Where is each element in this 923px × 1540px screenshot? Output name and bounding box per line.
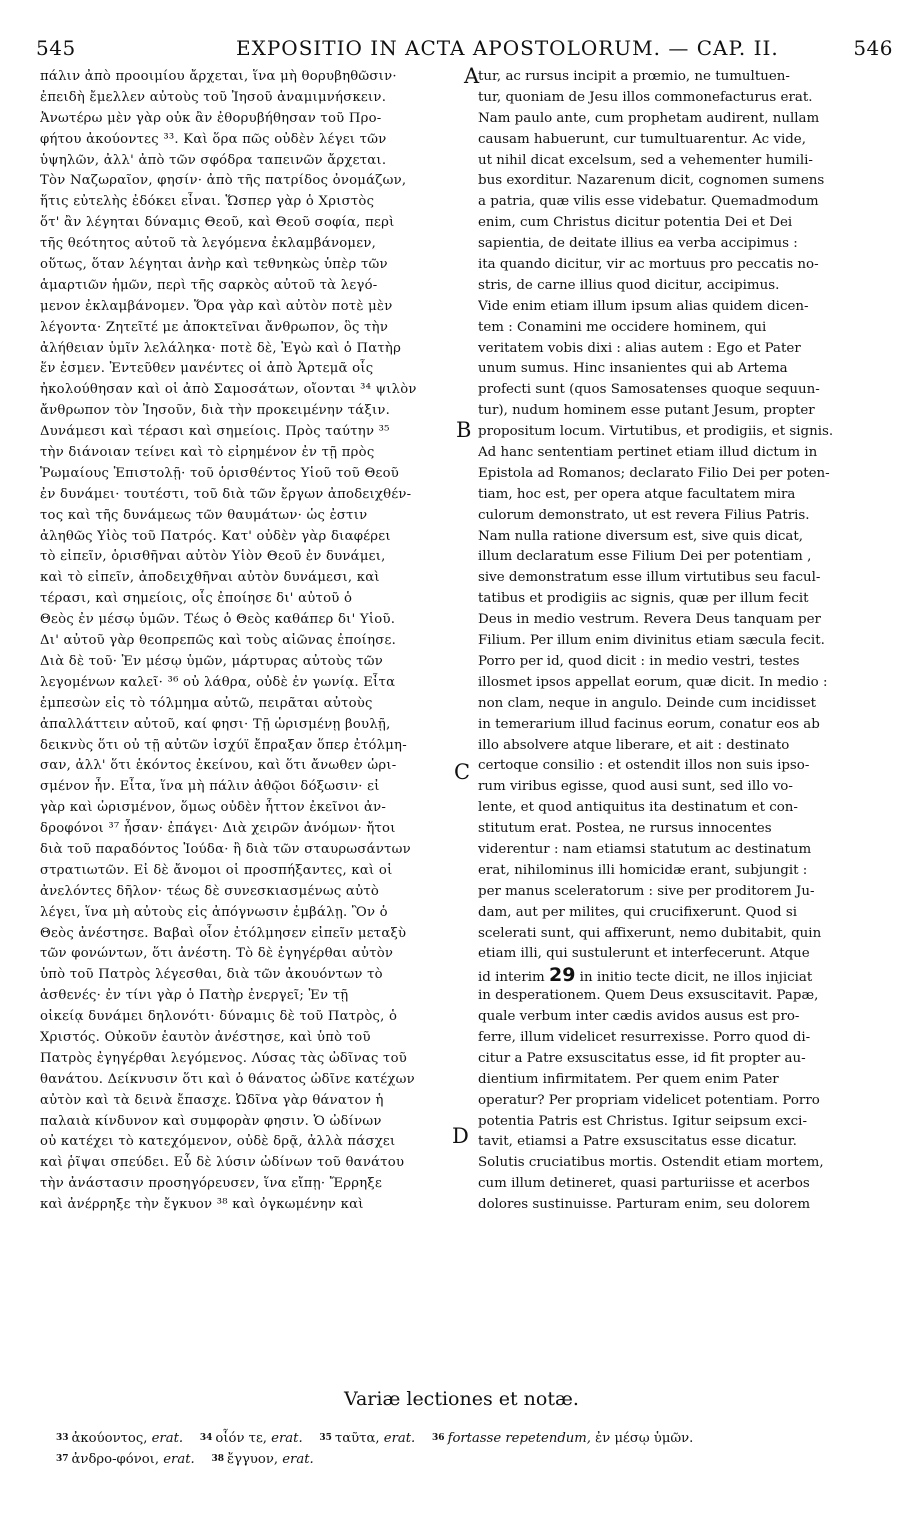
latin-text-line: Ad hanc sententiam pertinet etiam illud dictum in — [478, 445, 818, 461]
note-number: 35 — [319, 1433, 332, 1443]
latin-text-line: profecti sunt (quos Samosatenses quoque sequun- — [478, 382, 820, 398]
greek-text-line: Θεὸς ἐν μέσῳ ὑμῶν. Τέως ὁ Θεὸς καθάπερ δι' Υἱοῦ. — [40, 612, 396, 628]
greek-text-line: ἠκολούθησαν καὶ οἱ ἀπὸ Σαμοσάτων, οἴονται ³⁴ ψιλὸν — [40, 382, 417, 398]
latin-text-line — [478, 965, 890, 986]
greek-text-line: ἐν δυνάμει· τουτέστι, τοῦ διὰ τῶν ἔργων ἀποδειχθέν- — [40, 486, 412, 502]
latin-text-line: Porro per id, quod dicit : in medio vestri, testes — [478, 653, 800, 669]
greek-text-line: ἐπειδὴ ἔμελλεν αὐτοὺς τοῦ Ἰησοῦ ἀναμιμνήσκειν. — [40, 89, 387, 105]
greek-text-line: ἄνθρωπον τὸν Ἰησοῦν, διὰ τὴν προκειμένην τάξιν. — [40, 403, 391, 419]
greek-text-line: ἀλήθειαν ὑμῖν λελάληκα· ποτὲ δὲ, Ἐγὼ καὶ ὁ Πατὴρ — [40, 340, 402, 356]
note-greek: ἔγγυον, — [227, 1452, 279, 1467]
latin-text-line: dolores sustinuisse. Parturam enim, seu dolorem — [478, 1197, 811, 1213]
page-number-right: 546 — [853, 36, 893, 60]
latin-text-line: Solutis cruciatibus mortis. Ostendit etiam mortem, — [478, 1155, 824, 1171]
latin-text-line: unum sumus. Hinc insanientes qui ab Artema — [478, 361, 788, 377]
latin-text-line: potentia Patris est Christus. Igitur seipsum exci- — [478, 1113, 807, 1129]
latin-text-line: tur, ac rursus incipit a prœmio, ne tumultuen- — [478, 69, 790, 84]
note-greek: ἀκούοντος, — [71, 1431, 148, 1446]
note-number: 37 — [56, 1454, 69, 1464]
greek-text-line: οὐ κατέχει τὸ κατεχόμενον, οὐδὲ δρᾷ, ἀλλὰ πάσχει — [40, 1134, 396, 1150]
latin-text-line: culorum demonstrato, ut est revera Filius Patris. — [478, 507, 810, 523]
greek-text-line: Διὰ δὲ τοῦ· Ἐν μέσῳ ὑμῶν, μάρτυρας αὐτοὺς τῶν — [40, 653, 384, 669]
greek-text-line: παλαιὰ κίνδυνον καὶ συμφορὰν φησιν. Ὁ ὠδίνων — [40, 1113, 382, 1129]
latin-text-line: viderentur : nam etiamsi statutum ac destinatum — [478, 841, 812, 857]
note-greek: ἀνδρο-φόνοι, — [71, 1452, 160, 1467]
greek-text-line: ἕν ἐσμεν. Ἐντεῦθεν μανέντες οἱ ἀπὸ Ἀρτεμᾶ οἷς — [40, 361, 374, 377]
greek-text-line: ὑπὸ τοῦ Πατρὸς λέγεσθαι, διὰ τῶν ἀκουόντων τὸ — [40, 967, 383, 983]
greek-text-line: αὐτὸν καὶ τὰ δεινὰ ἔπασχε. Ὠδῖνα γὰρ θάνατον ἡ — [40, 1092, 384, 1108]
note-latin: erat. — [163, 1452, 195, 1467]
greek-text-line: λέγοντα· Ζητεῖτέ με ἀποκτεῖναι ἄνθρωπον, ὃς τὴν — [40, 319, 389, 335]
latin-text-line: non clam, neque in angulo. Deinde cum incidisset — [478, 695, 817, 711]
greek-text-line: λέγει, ἵνα μὴ αὐτοὺς εἰς ἀπόγνωσιν ἐμβάλῃ. Ὃν ὁ — [40, 904, 388, 920]
latin-column — [478, 67, 890, 1216]
latin-text-line: tatibus et prodigiis ac signis, quæ per illum fecit — [478, 591, 809, 607]
page-number-left: 545 — [36, 36, 76, 60]
latin-text-line: ferre, illum videlicet resurrexisse. Porro quod di- — [478, 1029, 811, 1045]
greek-text-line: στρατιωτῶν. Εἰ δὲ ἄνομοι οἱ προσπήξαντες, καὶ οἱ — [40, 862, 393, 878]
greek-text-line: ἀνελόντες δῆλον· τέως δὲ συνεσκιασμένως αὐτὸ — [40, 883, 380, 899]
greek-text-line: θανάτου. Δείκνυσιν ὅτι καὶ ὁ θάνατος ὠδῖνε κατέχων — [40, 1071, 415, 1087]
note-greek: ἐν μέσῳ ὑμῶν. — [595, 1431, 694, 1446]
latin-text-line: Vide enim etiam illum ipsum alias quidem dicen- — [478, 298, 809, 314]
latin-text-line: operatur? Per propriam videlicet potentiam. Porro — [478, 1092, 820, 1108]
greek-text-line: διὰ τοῦ παραδόντος Ἰούδα· ἢ διὰ τῶν σταυρωσάντων — [40, 841, 411, 857]
latin-text-line: in desperationem. Quem Deus exsuscitavit. Papæ, — [478, 988, 819, 1004]
greek-text-line: τὴν ἀνάστασιν προσηγόρευσεν, ἵνα εἴπῃ· Ἔρρηξε — [40, 1176, 383, 1192]
greek-text-line: Ῥωμαίους Ἐπιστολῇ· τοῦ ὁρισθέντος Υἱοῦ τοῦ Θεοῦ — [40, 465, 400, 481]
note-latin: erat. — [383, 1431, 416, 1446]
line-text: id interim — [478, 970, 549, 986]
latin-text-line: lente, et quod antiquitus ita destinatum et con- — [478, 800, 798, 816]
greek-text-line: τῆς θεότητος αὐτοῦ τὰ λεγόμενα ἐκλαμβάνομεν, — [40, 236, 377, 252]
latin-text-line: Filium. Per illum enim divinitus etiam sæcula fecit. — [478, 633, 825, 649]
note-number: 33 — [56, 1433, 69, 1443]
greek-text-line: δροφόνοι ³⁷ ἦσαν· ἐπάγει· Διὰ χειρῶν ἀνόμων· ἤτοι — [40, 821, 396, 837]
latin-text-line: scelerati sunt, qui affixerunt, nemo dubitabit, quin — [478, 925, 822, 941]
latin-text-line: ita quando dicitur, vir ac mortuus pro peccatis no- — [478, 257, 819, 273]
note-greek: οἷόν τε, — [215, 1431, 267, 1446]
note-number: 36 — [432, 1433, 445, 1443]
greek-text-line: Τὸν Ναζωραῖον, φησίν· ἀπὸ τῆς πατρίδος ὀνομάζων, — [40, 173, 407, 189]
greek-text-line: οἰκείᾳ δυνάμει δηλονότι· δύναμις δὲ τοῦ Πατρὸς, ὁ — [40, 1009, 398, 1025]
greek-text-line: γὰρ καὶ ὡρισμένον, ὅμως οὐδὲν ἧττον ἐκεῖνοι ἀν- — [40, 800, 387, 816]
greek-text-line: ἁμαρτιῶν ἡμῶν, περὶ τῆς σαρκὸς αὐτοῦ τὰ λεγό- — [40, 277, 378, 293]
greek-text-line: λεγομένων καλεῖ· ³⁶ οὐ λάθρα, οὐδὲ ἐν γωνίᾳ. Εἶτα — [40, 674, 396, 690]
greek-text-line: τὴν διάνοιαν τείνει καὶ τὸ εἰρημένον ἐν τῇ πρὸς — [40, 445, 375, 461]
note-greek: ταῦτα, — [334, 1431, 380, 1446]
latin-text-line: dam, aut per milites, qui crucifixerunt. Quod si — [478, 904, 798, 920]
greek-text-line: ἀπαλλάττειν αὐτοῦ, καί φησι· Τῇ ὡρισμένῃ βουλῇ, — [40, 716, 391, 732]
greek-text-line: καὶ ῥῖψαι σπεύδει. Εὖ δὲ λύσιν ὠδίνων τοῦ θανάτου — [40, 1155, 405, 1171]
latin-text-line: per manus sceleratorum : sive per proditorem Ju- — [478, 883, 815, 899]
latin-text-line: rum viribus egisse, quod ausi sunt, sed illo vo- — [478, 779, 793, 795]
greek-text-line: τῶν φονώντων, ὅτι ἀνέστη. Τὸ δὲ ἐγηγέρθαι αὐτὸν — [40, 946, 394, 962]
latin-text-line: etiam illi, qui sustulerunt et interfecerunt. Atque — [478, 946, 810, 962]
notes-line-2 — [56, 1449, 896, 1470]
greek-text-line: Πατρὸς ἐγηγέρθαι λεγόμενος. Λύσας τὰς ὠδῖνας τοῦ — [40, 1050, 408, 1066]
greek-text-line: καὶ ἀνέρρηξε τὴν ἔγκυον ³⁸ καὶ ὀγκωμένην καὶ — [40, 1197, 364, 1213]
greek-text-line: Θεὸς ἀνέστησε. Βαβαὶ οἷον ἐτόλμησεν εἰπεῖν μεταξὺ — [40, 925, 407, 941]
margin-letter-b: B — [456, 418, 472, 442]
greek-text-line: Χριστός. Οὐκοῦν ἑαυτὸν ἀνέστησε, καὶ ὑπὸ τοῦ — [40, 1029, 371, 1045]
greek-text-line: Ἀνωτέρω μὲν γὰρ οὐκ ἂν ἐθορυβήθησαν τοῦ Προ- — [40, 110, 382, 126]
greek-text-line: ἐμπεσὼν εἰς τὸ τόλμημα αὐτῶ, πειρᾶται αὐτοὺς — [40, 695, 373, 711]
latin-text-line: tavit, etiamsi a Patre exsuscitatus esse dicatur. — [478, 1134, 797, 1150]
latin-text-line: illosmet ipsos appellat eorum, quæ dicit. In medio : — [478, 674, 828, 690]
greek-text-line: ἥτις εὐτελὴς ἐδόκει εἶναι. Ὥσπερ γὰρ ὁ Χριστὸς — [40, 194, 375, 210]
column-number: 29 — [548, 965, 576, 987]
running-title: EXPOSITIO IN ACTA APOSTOLORUM. — CAP. II. — [236, 36, 779, 60]
latin-text-line: stitutum erat. Postea, ne rursus innocentes — [478, 821, 772, 837]
latin-text-line: veritatem vobis dixi : alias autem : Ego et Pater — [478, 340, 801, 356]
latin-text-line: illum declaratum esse Filium Dei per potentiam , — [478, 549, 812, 565]
greek-text-line: ἀληθῶς Υἱὸς τοῦ Πατρός. Κατ' οὐδὲν γὰρ διαφέρει — [40, 528, 391, 544]
notes-section — [56, 1428, 896, 1470]
greek-text-line: οὕτως, ὅταν λέγηται ἀνὴρ καὶ τεθνηκὼς ὑπὲρ τῶν — [40, 257, 388, 273]
latin-text-line: illo absolvere atque liberare, et ait : destinato — [478, 737, 790, 753]
note-latin: erat. — [151, 1431, 184, 1446]
greek-text-line: τος καὶ τῆς δυνάμεως τῶν θαυμάτων· ὡς ἐστιν — [40, 507, 368, 523]
latin-text-line: stris, de carne illius quod dicitur, accipimus. — [478, 277, 780, 293]
greek-text-line: τέρασι, καὶ σημείοις, οἷς ἐποίησε δι' αὐτοῦ ὁ — [40, 591, 353, 607]
latin-text-line: certoque consilio : et ostendit illos non suis ipso- — [478, 758, 810, 774]
note-latin: erat. — [271, 1431, 303, 1446]
latin-text-line: sapientia, de deitate illius ea verba accipimus : — [478, 236, 798, 252]
greek-text-line: τὸ εἰπεῖν, ὁρισθῆναι αὐτὸν Υἱὸν Θεοῦ ἐν δυνάμει, — [40, 549, 386, 565]
greek-text-line: ἀσθενές· ἐν τίνι γὰρ ὁ Πατὴρ ἐνεργεῖ; Ἐν τῇ — [40, 988, 349, 1004]
latin-text-line: citur a Patre exsuscitatus esse, id fit propter au- — [478, 1050, 806, 1066]
note-number: 34 — [199, 1433, 213, 1443]
latin-text-line: erat, nihilominus illi homicidæ erant, subjungit : — [478, 862, 808, 878]
greek-text-line: Δι' αὐτοῦ γὰρ θεοπρεπῶς καὶ τοὺς αἰῶνας ἐποίησε. — [40, 633, 397, 649]
latin-text-line: Epistola ad Romanos; declarato Filio Dei per poten- — [478, 465, 830, 481]
latin-text-line: cum illum detineret, quasi parturiisse et acerbos — [478, 1176, 810, 1192]
margin-letter-a: A — [464, 64, 480, 88]
note-latin: erat. — [282, 1452, 314, 1467]
greek-text-line: Δυνάμεσι καὶ τέρασι καὶ σημείοις. Πρὸς ταύτην ³⁵ — [40, 424, 390, 440]
greek-text-line: μενον ἐκλαμβάνομεν. Ὅρα γὰρ καὶ αὐτὸν ποτὲ μὲν — [40, 298, 393, 314]
note-latin: fortasse repetendum, — [447, 1431, 591, 1446]
latin-text-line: propositum locum. Virtutibus, et prodigiis, et signis. — [478, 424, 834, 440]
latin-text-line: causam habuerunt, cur tumultuarentur. Ac vide, — [478, 131, 806, 147]
latin-text-line: dientium infirmitatem. Per quem enim Pater — [478, 1071, 779, 1087]
greek-text-line: ὅτ' ἂν λέγηται δύναμις Θεοῦ, καὶ Θεοῦ σοφία, περὶ — [40, 215, 395, 231]
latin-text-line: Nam paulo ante, cum prophetam audirent, nullam — [478, 110, 820, 126]
latin-text-line: tem : Conamini me occidere hominem, qui — [478, 319, 767, 335]
notes-title: Variæ lectiones et notæ. — [344, 1388, 579, 1410]
latin-text-line: a patria, quæ vilis esse videbatur. Quemadmodum — [478, 194, 819, 210]
latin-text-line: in temerarium illud facinus eorum, conatur eos ab — [478, 716, 820, 732]
greek-column — [40, 67, 464, 1216]
latin-text-line: tur), nudum hominem esse putant Jesum, propter — [478, 403, 815, 419]
note-number: 38 — [211, 1454, 225, 1464]
latin-text-line: Nam nulla ratione diversum est, sive quis dicat, — [478, 528, 803, 544]
latin-text-line: bus exorditur. Nazarenum dicit, cognomen sumens — [478, 173, 825, 189]
greek-text-line: σμένον ἦν. Εἶτα, ἵνα μὴ πάλιν ἀθῷοι δόξωσιν· εἰ — [40, 779, 380, 795]
latin-text-line: tiam, hoc est, per opera atque facultatem mira — [478, 486, 796, 502]
latin-text-line: sive demonstratum esse illum virtutibus seu facul- — [478, 570, 821, 586]
greek-text-line: δεικνὺς ὅτι οὐ τῇ αὐτῶν ἰσχύϊ ἔπραξαν ὅπερ ἐτόλμη- — [40, 737, 407, 753]
notes-line-1 — [56, 1428, 896, 1449]
latin-text-line: Deus in medio vestrum. Revera Deus tanquam per — [478, 612, 821, 628]
latin-text-line: quale verbum inter cædis avidos ausus est pro- — [478, 1009, 800, 1025]
greek-text-line: ὑψηλῶν, ἀλλ' ἀπὸ τῶν σφόδρα ταπεινῶν ἄρχεται. — [40, 152, 387, 168]
line-text: in initio tecte dicit, ne illos injiciat — [575, 970, 813, 986]
latin-text-line: tur, quoniam de Jesu illos commonefacturus erat. — [478, 89, 813, 105]
greek-text-line: σαν, ἀλλ' ὅτι ἑκόντος ἐκείνου, καὶ ὅτι ἄνωθεν ὡρι- — [40, 758, 397, 774]
greek-text-line: πάλιν ἀπὸ προοιμίου ἄρχεται, ἵνα μὴ θορυβηθῶσιν· — [40, 69, 397, 84]
margin-letter-c: C — [454, 760, 471, 784]
latin-text-line: ut nihil dicat excelsum, sed a vehementer humili- — [478, 152, 813, 168]
greek-text-line: φήτου ἀκούοντες ³³. Καὶ ὅρα πῶς οὐδὲν λέγει τῶν — [40, 131, 387, 147]
greek-text-line: καὶ τὸ εἰπεῖν, ἀποδειχθῆναι αὐτὸν δυνάμεσι, καὶ — [40, 570, 380, 586]
latin-text-line: enim, cum Christus dicitur potentia Dei et Dei — [478, 215, 793, 231]
margin-letter-d: D — [452, 1124, 469, 1148]
